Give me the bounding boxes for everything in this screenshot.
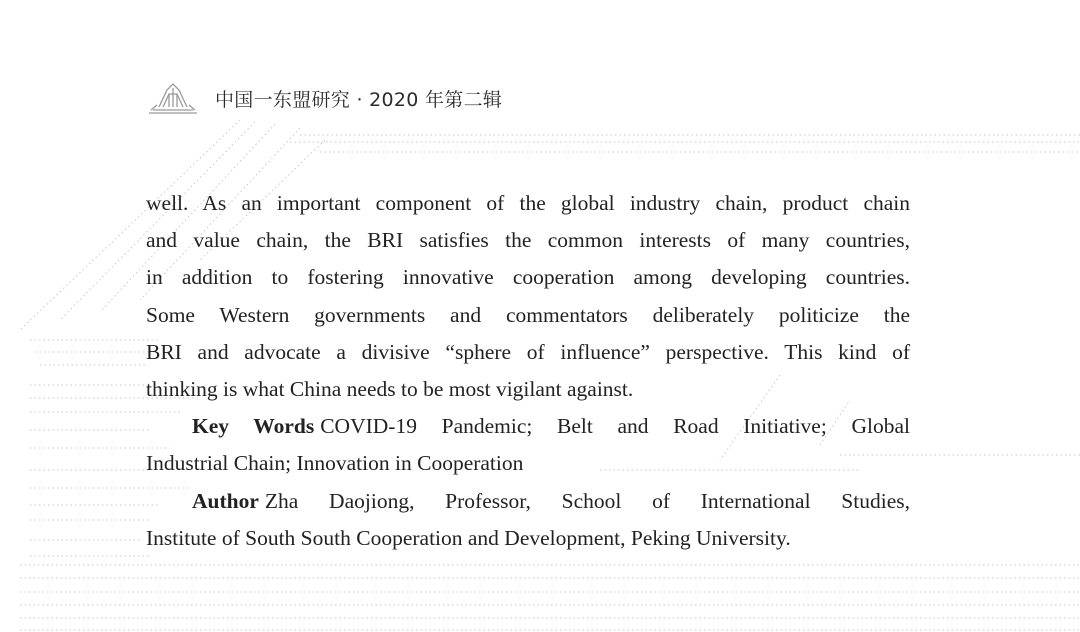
abstract-line: and value chain, the BRI satisfies the common interests of many countries, [146,228,910,253]
author-label: Author [192,488,259,513]
abstract-line: Some Western governments and commentators deliberately politicize the [146,302,910,327]
author-line-continued: Institute of South South Cooperation and Development, Peking University. [146,525,791,550]
pagoda-logo-icon [145,80,201,116]
author-text: Zha Daojiong, Professor, School of International Studies, [264,488,910,513]
abstract-body [146,185,910,557]
keywords-label: Key Words [192,414,315,439]
author-line [146,483,910,520]
abstract-line: thinking is what China needs to be most vigilant against. [146,377,634,402]
keywords-text: COVID-19 Pandemic; Belt and Road Initiative; Global [320,414,910,439]
running-header [145,78,502,118]
abstract-line: BRI and advocate a divisive “sphere of influence” perspective. This kind of [146,339,910,364]
journal-header-title: 中国一东盟研究 · 2020 年第二辑 [215,88,503,111]
abstract-line: well. As an important component of the global industry chain, product chain [146,191,910,215]
keywords-line-continued: Industrial Chain; Innovation in Cooperation [146,451,524,476]
abstract-line: in addition to fostering innovative cooperation among developing countries. [146,265,910,290]
keywords-line [146,408,910,445]
